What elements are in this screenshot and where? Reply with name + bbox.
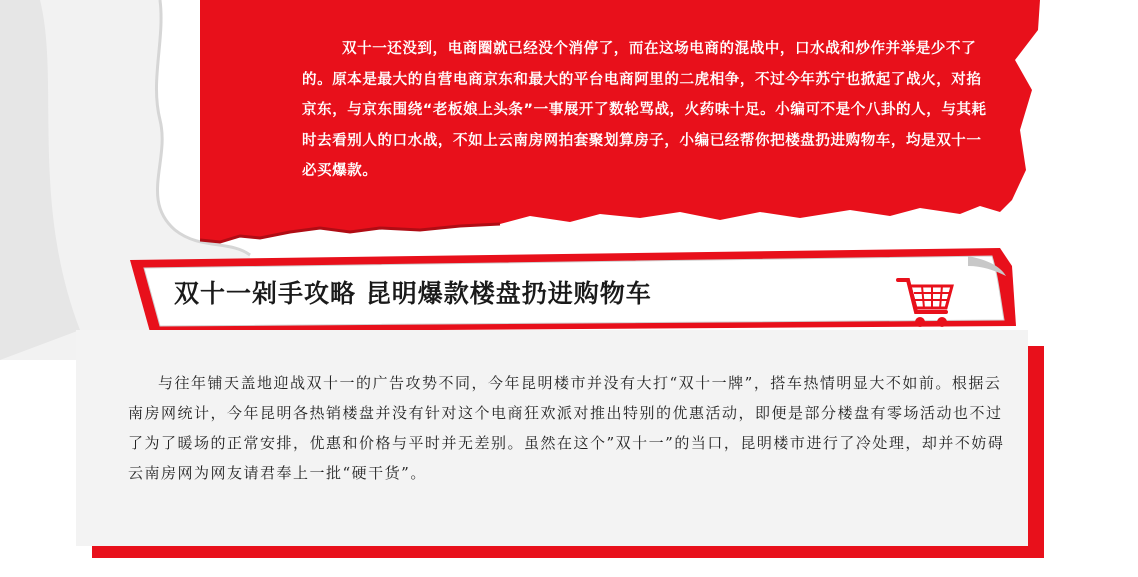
section-title: 双十一剁手攻略 昆明爆款楼盘扔进购物车 bbox=[174, 279, 652, 308]
article-paragraph: 与往年铺天盖地迎战双十一的广告攻势不同，今年昆明楼市并没有大打“双十一牌”，搭车热情明显大不如前。根据云南房网统计，今年昆明各热销楼盘并没有针对这个电商狂欢派对推出特别的优惠活动，即便是部分楼盘有零场活动也不过了为了暖场的正常安排，优惠和价格与平时并无差别。虽然在这个”双十一”的当口，昆明楼市进行了冷处理，却并不妨碍云南房网为网友请君奉上一批“硬干货”。 bbox=[128, 374, 1005, 482]
shopping-cart-icon bbox=[894, 272, 956, 332]
intro-paragraph: 双十一还没到，电商圈就已经没个消停了，而在这场电商的混战中，口水战和炒作并举是少不了的。原本是最大的自营电商京东和最大的平台电商阿里的二虎相争，不过今年苏宁也掀起了战火，对掐京东，与京东围绕“老板娘上头条”一事展开了数轮骂战，火药味十足。小编可不是个八卦的人，与其耗时去看别人的口水战，不如上云南房网拍套聚划算房子，小编已经帮你把楼盘扔进购物车，均是双十一必买爆款。 bbox=[302, 41, 987, 179]
